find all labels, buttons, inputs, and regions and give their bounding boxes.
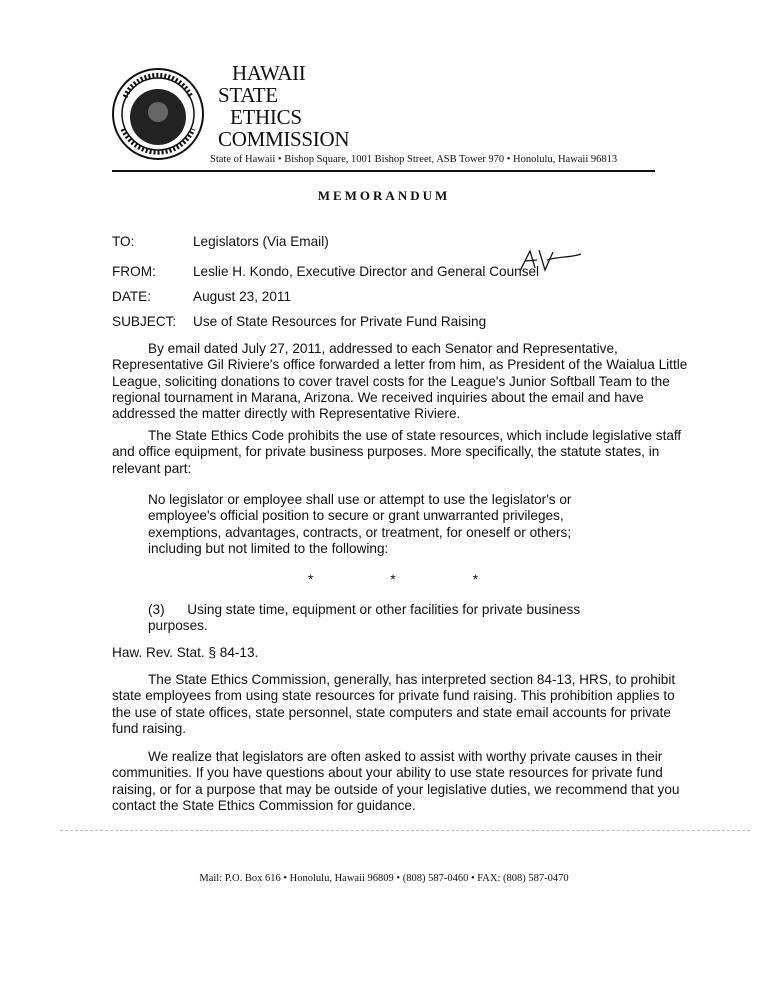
header-to: TO: Legislators (Via Email) [112, 234, 329, 249]
text-line: addressed the matter directly with Representative Riviere. [112, 406, 461, 422]
header-from: FROM: Leslie H. Kondo, Executive Director and General Counsel [112, 264, 540, 279]
paragraph-2 [112, 428, 681, 477]
name-line: HAWAII [232, 61, 306, 85]
state-seal-logo [111, 67, 205, 161]
text-line: By email dated July 27, 2011, addressed to each Senator and Representative, [148, 341, 618, 356]
text-line: relevant part: [112, 460, 192, 476]
header-date: DATE: August 23, 2011 [112, 289, 292, 304]
memo-title: MEMORANDUM [317, 188, 451, 203]
commission-name [218, 62, 349, 150]
text-line: Representative Gil Riviere's office forwarded a letter from him, as President of the Waialua Little [112, 357, 688, 373]
text-line: fund raising. [112, 720, 187, 736]
ellipsis-stars [308, 572, 478, 587]
text-line: League, soliciting donations to cover travel costs for the League's Junior Softball Team to the [112, 373, 670, 389]
name-line: ETHICS [230, 105, 302, 129]
signature-initials [515, 246, 585, 276]
text-line: The State Ethics Code prohibits the use of state resources, which include legislative staff [148, 428, 682, 443]
letterhead-rule [112, 170, 655, 172]
header-subject: SUBJECT: Use of State Resources for Private Fund Raising [112, 314, 487, 329]
star: * [308, 572, 314, 587]
star: * [390, 572, 396, 587]
paragraph-3 [112, 672, 675, 737]
text-line: including but not limited to the following: [148, 540, 389, 556]
scan-divider [60, 830, 750, 831]
text-line: employee's official position to secure or grant unwarranted privileges, [148, 508, 564, 524]
text-line: regional tournament in Marana, Arizona. We received inquiries about the email and have [112, 389, 644, 405]
text-line: No legislator or employee shall use or attempt to use the legislator's or [148, 492, 572, 507]
star: * [472, 572, 478, 587]
name-line: STATE [218, 83, 278, 107]
text-line: contact the State Ethics Commission for guidance. [112, 797, 416, 813]
text-line: and office equipment, for private business purposes. More specifically, the statute states, in [112, 444, 660, 460]
statute-quote [148, 492, 571, 557]
text-line: state employees from using state resources for private fund raising. This prohibition applies to [112, 688, 675, 704]
paragraph-4 [112, 749, 679, 814]
citation: Haw. Rev. Stat. § 84-13. [112, 645, 259, 660]
text-line: We realize that legislators are often asked to assist with worthy private causes in their [148, 749, 663, 764]
statute-item-3 [148, 602, 580, 635]
text-line: purposes. [148, 618, 208, 634]
text-line: (3) Using state time, equipment or other facilities for private business [148, 602, 581, 617]
text-line: exemptions, advantages, contracts, or treatment, for oneself or others; [148, 524, 572, 540]
text-line: the use of state offices, state personnel, state computers and state email accounts for private [112, 704, 671, 720]
paragraph-1 [112, 341, 687, 422]
text-line: The State Ethics Commission, generally, has interpreted section 84-13, HRS, to prohibit [148, 672, 676, 687]
footer-contact: Mail: P.O. Box 616 • Honolulu, Hawaii 96809 • (808) 587-0460 • FAX: (808) 587-0470 [199, 873, 569, 884]
name-line: COMMISSION [218, 127, 350, 151]
text-line: raising, or for a purpose that may be outside of your legislative duties, we recommend that you [112, 781, 680, 797]
text-line: communities. If you have questions about your ability to use state resources for private fund [112, 765, 663, 781]
memo-header [112, 234, 539, 329]
letterhead-address: State of Hawaii • Bishop Square, 1001 Bishop Street, ASB Tower 970 • Honolulu, Hawaii 96813 [210, 154, 618, 165]
